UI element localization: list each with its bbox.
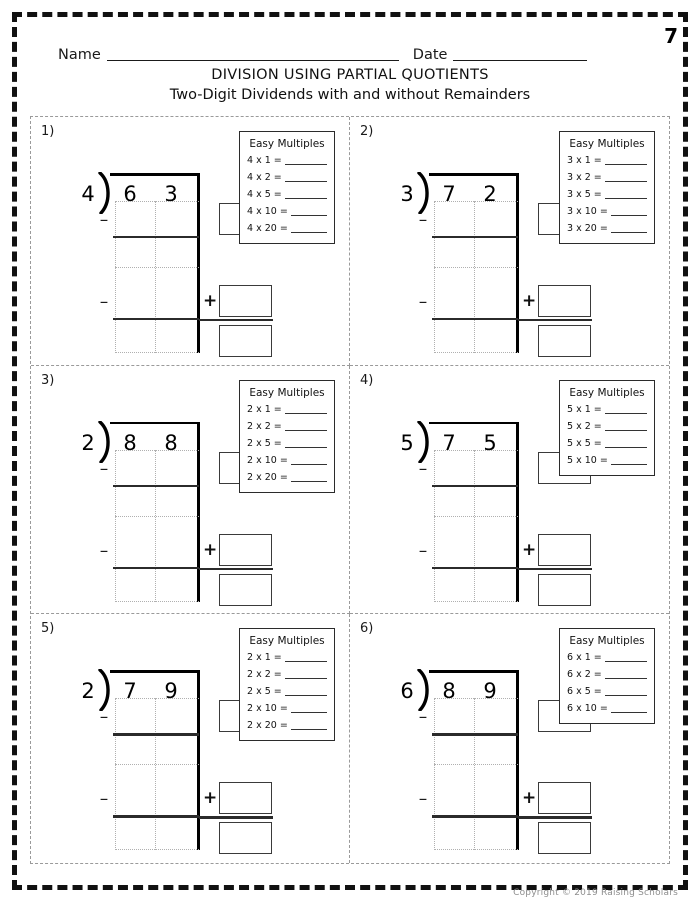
multiple-answer-blank[interactable] [291,480,327,482]
problem-number: 4) [360,372,374,388]
minus-sign: – [99,292,109,312]
division-vinculum [429,422,519,425]
name-input-line[interactable] [107,59,399,61]
row-guide-line [115,516,199,517]
quotient-sum-rule [518,568,592,570]
multiple-row [247,404,327,416]
multiple-expression: 3 x 2 = [567,172,602,183]
multiple-row [567,206,647,218]
final-quotient-box[interactable] [219,325,272,357]
division-bracket-icon [98,421,116,461]
division-work-area [396,163,586,353]
multiple-row [247,669,327,681]
multiple-answer-blank[interactable] [605,429,647,431]
division-vinculum [429,670,519,673]
multiple-expression: 6 x 1 = [567,652,602,664]
quotient-sum-rule [199,319,273,321]
column-guide-line [474,450,475,602]
multiple-answer-blank[interactable] [291,711,327,713]
dividend-ones-digit: 8 [164,430,178,455]
quotient-divider-rule [516,173,519,353]
problem-number: 3) [41,372,55,388]
division-bracket-icon [98,669,116,709]
multiple-answer-blank[interactable] [605,197,647,199]
plus-sign: + [203,539,218,560]
division-work-area [396,412,586,602]
problem-number: 2) [360,124,374,139]
row-guide-line [434,764,518,765]
easy-multiples-box [239,380,335,493]
multiple-row [567,455,647,467]
multiple-row [247,223,327,235]
multiple-expression: 6 x 10 = [567,703,608,715]
multiple-expression: 4 x 10 = [247,206,288,217]
multiple-answer-blank[interactable] [605,660,647,662]
subtraction-rule [113,733,199,735]
division-bracket-icon [98,172,116,212]
row-guide-line [434,450,518,451]
multiple-expression: 2 x 20 = [247,471,288,483]
page-number: 7 [664,24,678,48]
problem-cell [31,366,350,615]
minus-sign: – [99,458,109,479]
subtraction-rule [432,236,518,238]
column-guide-line [474,698,475,850]
subtraction-rule [432,567,518,569]
subtraction-rule [432,318,518,320]
multiple-expression: 4 x 5 = [247,189,282,200]
multiple-row [247,686,327,698]
multiple-expression: 2 x 5 = [247,437,282,449]
multiple-row [567,652,647,664]
multiple-row [247,472,327,484]
multiple-row [567,155,647,167]
multiple-row [567,703,647,715]
divisor-digit: 2 [81,430,95,455]
column-guide-line [474,201,475,353]
quotient-sum-rule [518,319,592,321]
easy-multiples-title: Easy Multiples [569,635,645,648]
division-bracket-icon [417,421,435,461]
multiple-answer-blank[interactable] [285,197,327,199]
row-guide-line [115,267,199,268]
multiple-row [567,172,647,184]
dividend-tens-digit: 7 [442,182,456,206]
row-guide-line [115,450,199,451]
row-guide-line [115,849,199,850]
minus-sign: – [418,540,428,561]
divisor-digit: 5 [400,430,414,455]
column-guide-line [155,201,156,353]
problem-cell [350,614,669,863]
multiple-expression: 2 x 10 = [247,703,288,715]
subtraction-rule [432,733,518,735]
name-date-row [58,40,624,64]
easy-multiples-title: Easy Multiples [569,138,645,150]
dividend-ones-digit: 9 [164,679,178,704]
multiple-row [247,438,327,450]
multiple-answer-blank[interactable] [605,163,647,165]
quotient-divider-rule [197,670,200,850]
divisor-digit: 4 [81,182,95,206]
plus-sign: + [203,291,218,311]
row-guide-line [434,267,518,268]
quotient-sum-rule [518,816,592,818]
multiple-expression: 2 x 1 = [247,403,282,415]
partial-quotient-box-2[interactable] [538,782,591,814]
easy-multiples-box [239,131,335,244]
division-vinculum [110,173,200,176]
final-quotient-box[interactable] [219,574,272,606]
title-subtitle: Two-Digit Dividends with and without Remainders [169,87,531,103]
dividend-tens-digit: 7 [442,430,456,455]
dividend-tens-digit: 8 [123,430,137,455]
column-guide-line [434,698,435,850]
quotient-sum-rule [199,816,273,818]
multiple-answer-blank[interactable] [285,660,327,662]
multiple-answer-blank[interactable] [291,728,327,730]
divisor-digit: 2 [81,679,95,704]
multiple-expression: 2 x 1 = [247,652,282,664]
partial-quotient-box-2[interactable] [219,534,272,566]
multiple-answer-blank[interactable] [291,463,327,465]
minus-sign: – [99,540,109,561]
row-guide-line [115,764,199,765]
minus-sign: – [418,707,428,728]
multiple-answer-blank[interactable] [611,231,647,233]
partial-quotient-box-2[interactable] [538,534,591,566]
final-quotient-box[interactable] [219,822,272,854]
multiple-row [567,189,647,201]
plus-sign: + [522,788,537,809]
copyright-footer: Copyright © 2019 Raising Scholars [513,888,678,898]
multiple-answer-blank[interactable] [611,214,647,216]
problem-number: 5) [41,621,55,637]
minus-sign: – [418,789,428,810]
division-bracket-icon [417,669,435,709]
minus-sign: – [418,210,428,230]
multiple-answer-blank[interactable] [285,694,327,696]
multiple-expression: 6 x 5 = [567,686,602,698]
multiple-answer-blank[interactable] [605,180,647,182]
minus-sign: – [418,458,428,479]
multiple-expression: 3 x 1 = [567,155,602,166]
subtraction-rule [113,567,199,569]
multiple-expression: 2 x 2 = [247,420,282,432]
final-quotient-box[interactable] [538,325,591,357]
quotient-divider-rule [197,173,200,353]
multiple-answer-blank[interactable] [611,711,647,713]
multiple-expression: 2 x 5 = [247,686,282,698]
multiple-row [247,206,327,218]
subtraction-rule [113,485,199,487]
problems-grid [30,116,670,864]
easy-multiples-box [559,131,655,244]
column-guide-line [155,698,156,850]
multiple-row [567,438,647,450]
multiple-row [247,421,327,433]
dividend-ones-digit: 9 [483,679,497,704]
problem-cell [350,117,669,366]
multiple-row [567,404,647,416]
multiple-answer-blank[interactable] [285,163,327,165]
easy-multiples-box [559,380,655,476]
final-quotient-box[interactable] [538,574,591,606]
multiple-expression: 3 x 10 = [567,206,608,217]
minus-sign: – [99,789,109,810]
multiple-answer-blank[interactable] [291,231,327,233]
row-guide-line [115,601,199,602]
final-quotient-box[interactable] [538,822,591,854]
date-input-line[interactable] [453,59,587,61]
multiple-expression: 2 x 2 = [247,669,282,681]
multiple-expression: 2 x 10 = [247,454,288,466]
easy-multiples-title: Easy Multiples [249,635,325,648]
problem-cell [31,117,350,366]
multiple-answer-blank[interactable] [605,412,647,414]
subtraction-rule [432,485,518,487]
dividend-tens-digit: 8 [442,679,456,704]
division-vinculum [429,173,519,176]
row-guide-line [434,352,518,353]
subtraction-rule [113,236,199,238]
row-guide-line [434,601,518,602]
row-guide-line [434,516,518,517]
multiple-row [247,189,327,201]
multiple-answer-blank[interactable] [285,446,327,448]
easy-multiples-title: Easy Multiples [249,386,325,399]
quotient-sum-rule [199,568,273,570]
dividend-ones-digit: 2 [483,182,497,206]
easy-multiples-box [239,628,335,741]
multiple-row [247,172,327,184]
problem-number: 6) [360,621,374,637]
column-guide-line [434,450,435,602]
divisor-digit: 3 [400,182,414,206]
partial-quotient-box-2[interactable] [219,782,272,814]
partial-quotient-box-2[interactable] [219,285,272,317]
multiple-expression: 2 x 20 = [247,720,288,732]
row-guide-line [434,849,518,850]
multiple-expression: 5 x 2 = [567,420,602,432]
division-vinculum [110,670,200,673]
divisor-digit: 6 [400,679,414,704]
easy-multiples-box [559,628,655,724]
row-guide-line [115,698,199,699]
subtraction-rule [113,815,199,817]
multiple-answer-blank[interactable] [611,463,647,465]
plus-sign: + [522,291,537,311]
multiple-answer-blank[interactable] [285,677,327,679]
multiple-expression: 5 x 5 = [567,437,602,449]
minus-sign: – [418,292,428,312]
multiple-row [567,669,647,681]
row-guide-line [434,698,518,699]
multiple-answer-blank[interactable] [285,412,327,414]
multiple-row [567,686,647,698]
dividend-tens-digit: 6 [123,182,137,206]
column-guide-line [155,450,156,602]
division-bracket-icon [417,172,435,212]
title-primary: DIVISION USING PARTIAL QUOTIENTS [211,67,489,83]
multiple-row [247,455,327,467]
subtraction-rule [113,318,199,320]
multiple-answer-blank[interactable] [285,429,327,431]
plus-sign: + [522,539,537,560]
multiple-row [247,155,327,167]
quotient-divider-rule [197,422,200,602]
column-guide-line [115,201,116,353]
column-guide-line [115,698,116,850]
partial-quotient-box-2[interactable] [538,285,591,317]
easy-multiples-title: Easy Multiples [569,386,645,399]
multiple-answer-blank[interactable] [285,180,327,182]
column-guide-line [115,450,116,602]
problem-number: 1) [41,124,55,139]
dividend-ones-digit: 5 [483,430,497,455]
worksheet-title [30,66,670,105]
quotient-divider-rule [516,670,519,850]
multiple-answer-blank[interactable] [605,446,647,448]
multiple-expression: 3 x 20 = [567,223,608,234]
multiple-row [567,223,647,235]
multiple-row [247,652,327,664]
multiple-row [247,703,327,715]
multiple-expression: 5 x 10 = [567,454,608,466]
multiple-expression: 4 x 20 = [247,223,288,234]
multiple-expression: 4 x 2 = [247,172,282,183]
multiple-expression: 4 x 1 = [247,155,282,166]
division-work-area [396,660,586,850]
problem-cell [31,614,350,863]
row-guide-line [115,201,199,202]
quotient-divider-rule [516,422,519,602]
plus-sign: + [203,788,218,809]
multiple-answer-blank[interactable] [605,677,647,679]
dividend-ones-digit: 3 [164,182,178,206]
row-guide-line [434,201,518,202]
multiple-answer-blank[interactable] [291,214,327,216]
date-label: Date [412,47,448,63]
easy-multiples-title: Easy Multiples [249,138,325,150]
subtraction-rule [432,815,518,817]
minus-sign: – [99,707,109,728]
name-label: Name [58,47,101,63]
column-guide-line [434,201,435,353]
multiple-answer-blank[interactable] [605,694,647,696]
minus-sign: – [99,210,109,230]
dividend-tens-digit: 7 [123,679,137,704]
multiple-expression: 5 x 1 = [567,403,602,415]
multiple-expression: 3 x 5 = [567,189,602,200]
multiple-row [247,720,327,732]
division-vinculum [110,422,200,425]
multiple-expression: 6 x 2 = [567,669,602,681]
row-guide-line [115,352,199,353]
multiple-row [567,421,647,433]
problem-cell [350,366,669,615]
